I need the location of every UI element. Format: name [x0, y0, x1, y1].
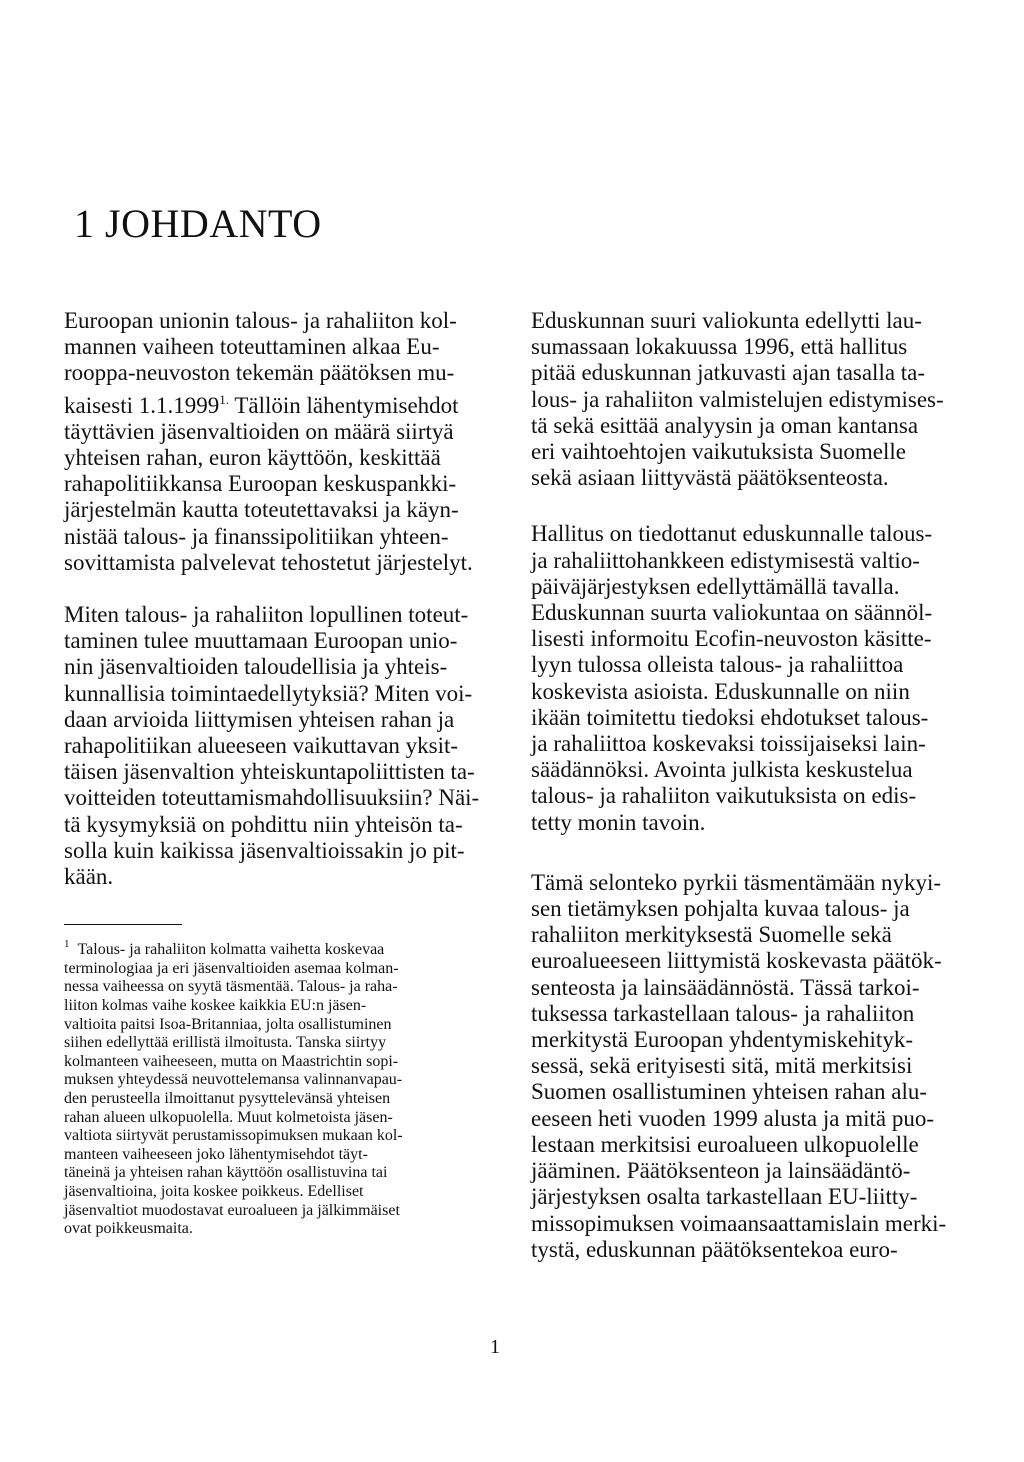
- left-paragraph-2: Miten talous- ja rahaliiton lopullinen toteut- taminen tulee muuttamaan Euroopan unio- nin jäsenvaltioiden taloudellisia ja yhteis- kunnallisia toimintaedellytyksiä? Miten voi- daan arvioida liittymisen yhteisen rahan ja rahapolitiikan alueeseen vaikuttavan yksit- täisen jäsenvaltion yhteiskuntapoliittisten ta- voitteiden toteuttamismahdollisuuksiin? Näi- tä kysymyksiä on pohdittu niin yhteisön ta- solla kuin kaikissa jäsenvaltioissakin jo pit- kään.: [64, 602, 480, 890]
- right-column: [531, 308, 967, 1263]
- footnote-divider: [64, 924, 182, 925]
- footnote-mark: 1: [64, 938, 70, 951]
- left-paragraph-1: [64, 308, 494, 576]
- footnote-text: Talous- ja rahaliiton kolmatta vaihetta koskevaa terminologiaa ja eri jäsenvaltioiden asemaa kolman- nessa vaiheessa on syytä täsmentää. Talous- ja raha- liiton kolmas vaihe koskee kaikkia EU:n jäsen- valtioita paitsi Isoa-Britanniaa, jolta osallistuminen siihen edellyttää erillistä ilmoitusta. Tanska siirtyy kolmanteen vaiheeseen, mutta on Maastrichtin sopi- muksen yhteydessä neuvottelemansa valinnanvapau- den perusteella ilmoittanut pysyttelevänsä yhteisen rahan alueen ulkopuolella. Muut kolmetoista jäsen- valtiota siirtyvät perustamissopimuksen mukaan kol- manteen vaiheeseen joko lähentymisehdot täyt- täneinä ja yhteisen rahan käyttöön osallistuvina tai jäsenvaltioina, joita koskee poikkeus. Edelliset jäsenvaltiot muodostavat euroalueen ja jälkimmäiset ovat poikkeusmaita.: [64, 941, 403, 1238]
- chapter-heading: 1 JOHDANTO: [74, 201, 322, 246]
- footnote-reference-mark: 1.: [219, 391, 229, 407]
- page-number: 1: [490, 1336, 500, 1358]
- left-column: [64, 308, 494, 1239]
- right-paragraph-1: Eduskunnan suuri valiokunta edellytti lau- sumassaan lokakuussa 1996, että hallitus pitää eduskunnan jatkuvasti ajan tasalla ta- lous- ja rahaliiton valmistelujen edistymises- tä sekä esittää analyysin ja oman kantansa eri vaihtoehtojen vaikutuksista Suomelle sekä asiaan liittyvästä päätöksenteosta.: [531, 308, 944, 491]
- footnote: [64, 935, 494, 1239]
- left-paragraph-1-text-a: Euroopan unionin talous- ja rahaliiton kol- mannen vaiheen toteuttaminen alkaa Eu- rooppa-neuvoston tekemän päätöksen mu- kaisesti 1.1.1999: [64, 308, 457, 418]
- right-paragraph-3: Tämä selonteko pyrkii täsmentämään nykyi- sen tietämyksen pohjalta kuvaa talous- ja rahaliiton merkityksestä Suomelle sekä euroalueeseen liittymistä koskevasta päätök- senteosta ja lainsäädännöstä. Tässä tarkoi- tuksessa tarkastellaan talous- ja rahaliiton merkitystä Euroopan yhdentymiskehityk- sessä, sekä erityisesti sitä, mitä merkitsisi Suomen osallistuminen yhteisen rahan alu- eeseen heti vuoden 1999 alusta ja mitä puo- lestaan merkitsisi euroalueen ulkopuolelle jääminen. Päätöksenteon ja lainsäädäntö- järjestyksen osalta tarkastellaan EU-liitty- missopimuksen voimaansaattamislain merki- tystä, eduskunnan päätöksentekoa euro-: [531, 869, 947, 1262]
- left-paragraph-1-text-b: Tällöin lähentymisehdot täyttävien jäsenvaltioiden on määrä siirtyä yhteisen rahan, euron käyttöön, keskittää rahapolitiikkansa Euroopan keskuspankki- järjestelmän kautta toteutettavaksi ja käyn- nistää talous- ja finanssipolitiikan yhteen- sovittamista palvelevat tehostetut järjestelyt.: [64, 392, 473, 575]
- right-paragraph-2: Hallitus on tiedottanut eduskunnalle talous- ja rahaliittohankkeen edistymisestä valtio- päiväjärjestyksen edellyttämällä tavalla. Eduskunnan suurta valiokuntaa on säännöl- lisesti informoitu Ecofin-neuvoston käsitte- lyyn tulossa olleista talous- ja rahaliittoa koskevista asioista. Eduskunnalle on niin ikään toimitettu tiedoksi ehdotukset talous- ja rahaliittoa koskevaksi toissijaiseksi lain- säädännöksi. Avointa julkista keskustelua talous- ja rahaliiton vaikutuksista on edis- tetty monin tavoin.: [531, 521, 933, 835]
